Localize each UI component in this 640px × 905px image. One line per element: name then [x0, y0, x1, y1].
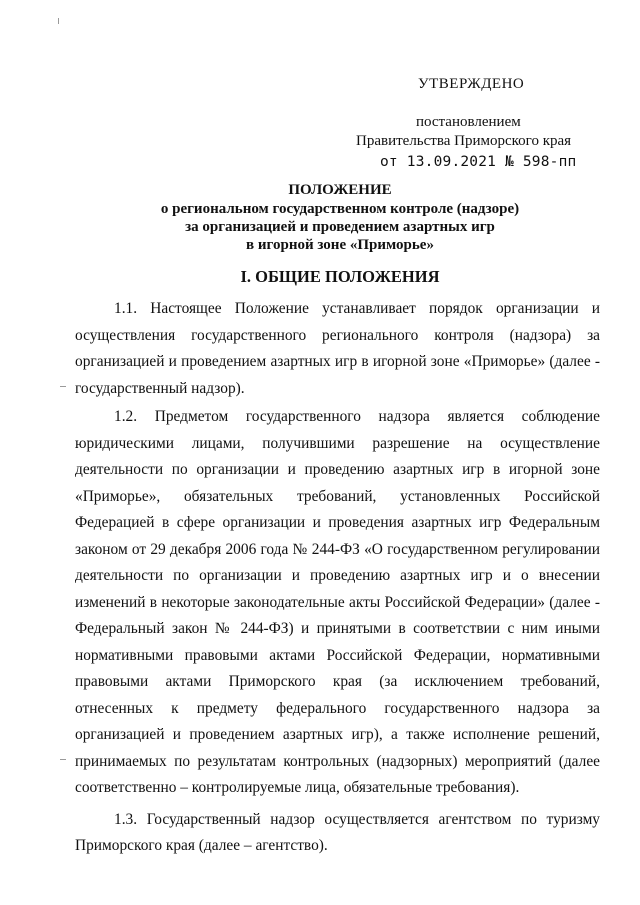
paragraph-1-3: 1.3. Государственный надзор осуществляется агентством по туризму Приморского края (далее – агентство).: [75, 810, 600, 854]
approval-date-number: от 13.09.2021 № 598-пп: [380, 154, 577, 170]
document-title: ПОЛОЖЕНИЕ: [288, 182, 392, 198]
scan-mark: [60, 386, 66, 387]
scan-mark: [60, 759, 66, 760]
approval-authority: Правительства Приморского края: [356, 133, 572, 149]
document-subtitle-line-1: о региональном государственном контроле (надзоре): [160, 201, 520, 217]
scan-mark: [58, 18, 59, 24]
paragraph-1-1: 1.1. Настоящее Положение устанавливает порядок организации и осуществления государственного регионального контроля (надзора) за организацией и проведением азартных игр в игорной зоне «Приморье» (далее - государственный надзор).: [75, 300, 600, 397]
document-subtitle-line-2: за организацией и проведением азартных игр: [185, 219, 495, 235]
section-heading: I. ОБЩИЕ ПОЛОЖЕНИЯ: [240, 267, 440, 286]
approval-resolution-label: постановлением: [416, 114, 521, 130]
body-text: [75, 296, 600, 860]
paragraph-1-2: 1.2. Предметом государственного надзора является соблюдение юридическими лицами, получившими разрешение на осуществление деятельности по организации и проведению азартных игр в игорной зоне «Приморье», обязательных требований, установленных Российской Федерацией в сфере организации и проведения азартных игр Федеральным законом от 29 декабря 2006 года № 244-ФЗ «О государственном регулировании деятельности по организации и проведению азартных игр и о внесении изменений в некоторые законодательные акты Российской Федерации» (далее - Федеральный закон № 244-ФЗ) и принятыми в соответствии с ним иными нормативными правовыми актами Российской Федерации, нормативными правовыми актами Приморского края (за исключением требований, отнесенных к предмету федерального государственного надзора за организацией и проведением азартных игр), а также исполнение решений, принимаемых по результатам контрольных (надзорных) мероприятий (далее соответственно – контролируемые лица, обязательные требования).: [75, 408, 600, 796]
approval-title: УТВЕРЖДЕНО: [418, 76, 525, 92]
document-subtitle-line-3: в игорной зоне «Приморье»: [246, 237, 434, 253]
